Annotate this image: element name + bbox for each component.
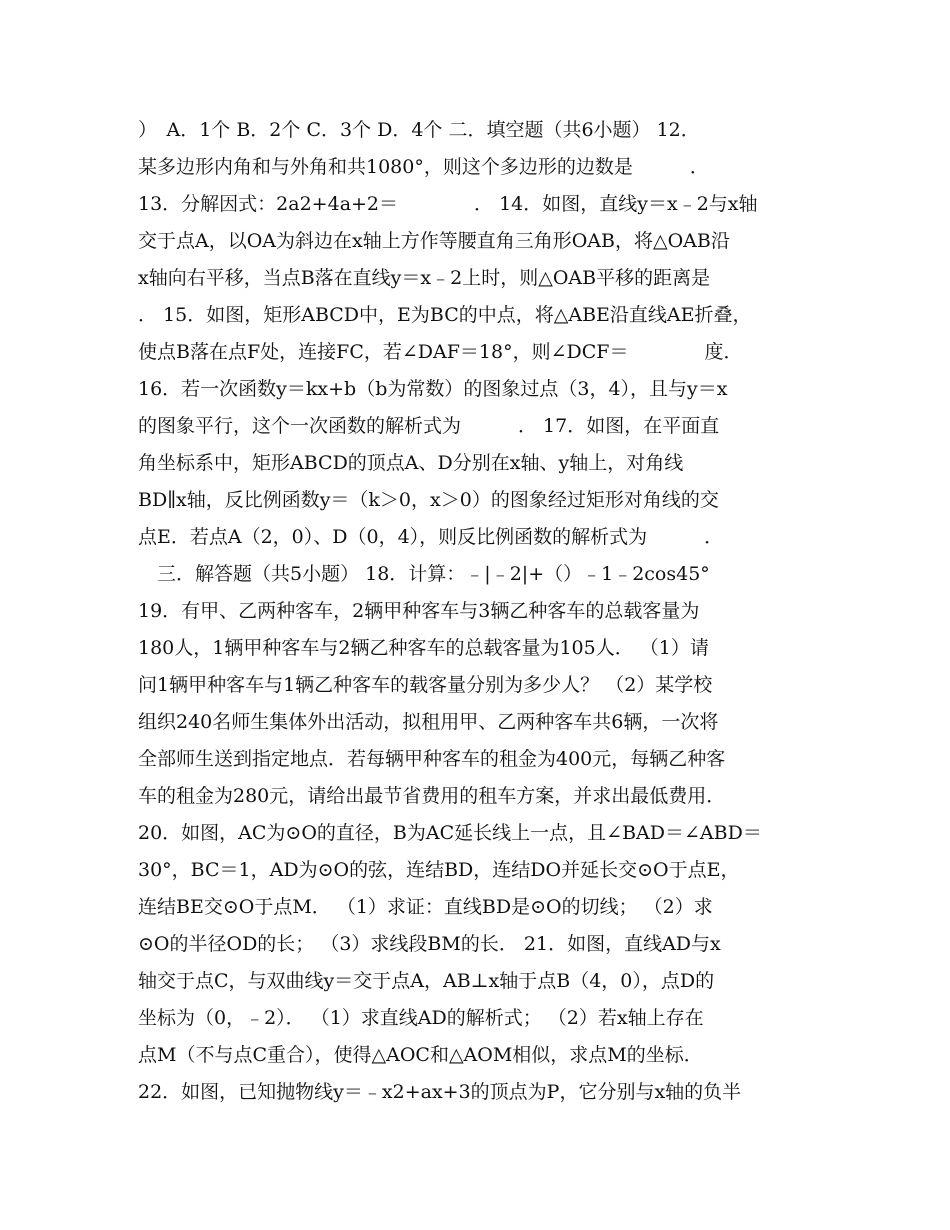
text-line: 19．有甲、乙两种客车，2辆甲种客车与3辆乙种客车的总载客量为 [138, 600, 700, 622]
text-line: 全部师生送到指定地点．若每辆甲种客车的租金为400元，每辆乙种客 [138, 748, 726, 770]
text-line: 点E．若点A（2，0）、D（0，4），则反比例函数的解析式为 ． [138, 526, 724, 548]
text-line: 16．若一次函数y＝kx+b（b为常数）的图象过点（3，4），且与y＝x [138, 378, 728, 400]
text-line: 20．如图，AC为⊙O的直径，B为AC延长线上一点，且∠BAD＝∠ABD＝ [138, 822, 762, 844]
text-line: 180人，1辆甲种客车与2辆乙种客车的总载客量为105人． （1）请 [138, 637, 709, 659]
text-line: 30°，BC＝1，AD为⊙O的弦，连结BD，连结DO并延长交⊙O于点E， [138, 859, 740, 881]
text-line: ． 15．如图，矩形ABCD中，E为BC的中点，将△ABE沿直线AE折叠， [138, 304, 752, 326]
text-line: x轴向右平移，当点B落在直线y＝x﹣2上时，则△OAB平移的距离是 [138, 267, 711, 289]
exam-text-block [138, 112, 818, 1111]
text-line: 坐标为（0，﹣2）． （1）求直线AD的解析式； （2）若x轴上存在 [138, 1007, 704, 1029]
text-line: 使点B落在点F处，连接FC，若∠DAF＝18°，则∠DCF＝ 度． [138, 341, 743, 363]
text-line: 三．解答题（共5小题） 18．计算：﹣|﹣2|+（）﹣1﹣2cos45° [138, 563, 710, 585]
text-line: ） A．1个 B．2个 C．3个 D．4个 二．填空题（共6小题） 12． [138, 119, 700, 141]
text-line: 点M（不与点C重合），使得△AOC和△AOM相似，求点M的坐标． [138, 1044, 703, 1066]
text-line: 组织240名师生集体外出活动，拟租用甲、乙两种客车共6辆，一次将 [138, 711, 719, 733]
text-line: 问1辆甲种客车与1辆乙种客车的载客量分别为多少人？ （2）某学校 [138, 674, 713, 696]
text-line: 22．如图，已知抛物线y＝﹣x2+ax+3的顶点为P，它分别与x轴的负半 [138, 1081, 742, 1103]
text-line: 交于点A，以OA为斜边在x轴上方作等腰直角三角形OAB，将△OAB沿 [138, 230, 730, 252]
text-line: 轴交于点C，与双曲线y＝交于点A，AB⊥x轴于点B（4，0），点D的 [138, 970, 715, 992]
text-line: 连结BE交⊙O于点M． （1）求证：直线BD是⊙O的切线； （2）求 [138, 896, 713, 918]
text-line: ⊙O的半径OD的长； （3）求线段BM的长． 21．如图，直线AD与x [138, 933, 721, 955]
text-line: 车的租金为280元，请给出最节省费用的租车方案，并求出最低费用． [138, 785, 726, 807]
text-line: 某多边形内角和与外角和共1080°，则这个多边形的边数是 ． [138, 156, 709, 178]
text-line: 13．分解因式：2a2+4a+2＝ ． 14．如图，直线y＝x﹣2与x轴 [138, 193, 758, 215]
text-line: BD∥x轴，反比例函数y＝（k＞0，x＞0）的图象经过矩形对角线的交 [138, 489, 719, 511]
text-line: 的图象平行，这个一次函数的解析式为 ． 17．如图，在平面直 [138, 415, 720, 437]
text-line: 角坐标系中，矩形ABCD的顶点A、D分别在x轴、y轴上，对角线 [138, 452, 684, 474]
